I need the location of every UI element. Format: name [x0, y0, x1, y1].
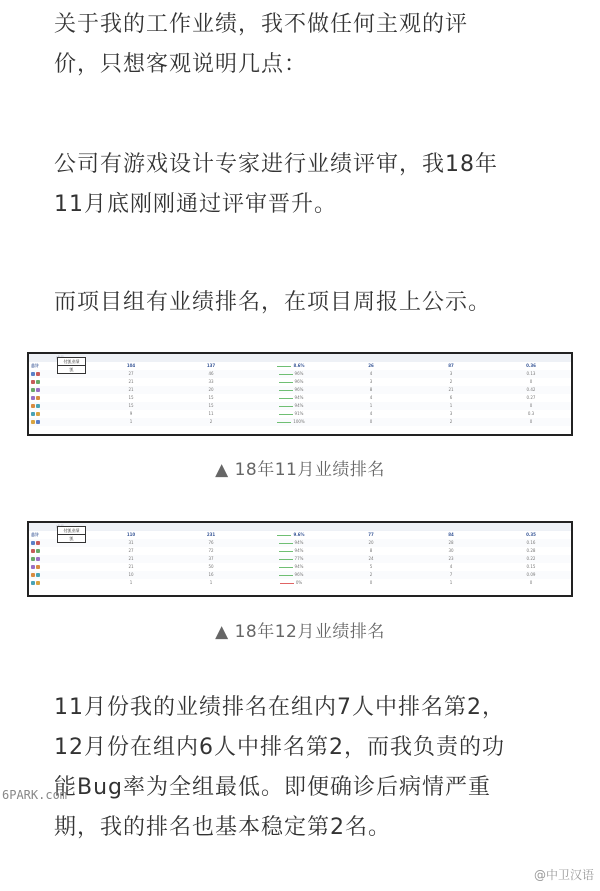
column-header	[251, 523, 331, 531]
avatar	[31, 565, 35, 569]
cell-value: 87	[448, 363, 454, 368]
cell-value: 0.15	[526, 564, 536, 569]
member-name: 总计	[31, 363, 39, 368]
column-header	[251, 354, 331, 362]
cell-value: 20	[368, 540, 374, 545]
cell-value: 8	[369, 548, 373, 553]
cell-value: 2	[449, 419, 453, 424]
table-cell	[491, 370, 571, 378]
cell-value: 16	[208, 572, 214, 577]
table-row	[29, 410, 571, 418]
rate-bar	[279, 551, 293, 552]
table-row	[29, 563, 571, 571]
table-cell	[91, 418, 171, 426]
avatar	[36, 573, 40, 577]
column-header	[331, 523, 411, 531]
table-cell	[491, 579, 571, 587]
avatar	[36, 380, 40, 384]
table-row	[29, 418, 571, 426]
cell-value: 4	[449, 564, 453, 569]
rate-bar	[279, 575, 293, 576]
cell-value: 94%	[294, 540, 304, 545]
table-cell	[411, 402, 491, 410]
cell-value: 46	[208, 371, 214, 376]
table-cell	[91, 394, 171, 402]
cell-value: 137	[206, 363, 216, 368]
review-paragraph	[54, 145, 554, 225]
table-cell	[171, 563, 251, 571]
table-cell	[91, 370, 171, 378]
text-line: 11月底刚刚通过评审晋升。	[54, 192, 337, 217]
cell-value: 77%	[294, 556, 304, 561]
cell-value: 27	[128, 371, 134, 376]
cell-value: 96%	[294, 387, 304, 392]
member-cell	[29, 410, 91, 418]
table-cell	[411, 394, 491, 402]
cell-value: 0.42	[526, 387, 536, 392]
table-cell	[171, 579, 251, 587]
table-cell	[171, 370, 251, 378]
table-row	[29, 579, 571, 587]
table-cell	[91, 386, 171, 394]
table-cell	[331, 362, 411, 370]
table-row	[29, 555, 571, 563]
avatar	[31, 380, 35, 384]
cell-value: 3	[369, 379, 373, 384]
cell-value: 91%	[294, 411, 304, 416]
text-line: 能Bug率为全组最低。即便确诊后病情严重	[54, 775, 492, 800]
member-cell	[29, 386, 91, 394]
cell-value: 2	[369, 572, 373, 577]
cell-value: 2	[209, 419, 213, 424]
column-header	[91, 354, 171, 362]
rate-cell	[251, 386, 331, 394]
table-cell	[91, 539, 171, 547]
table-cell	[331, 555, 411, 563]
cell-value: 96%	[294, 379, 304, 384]
table-cell	[411, 362, 491, 370]
rate-bar	[277, 366, 291, 367]
member-cell	[29, 418, 91, 426]
total-row	[29, 362, 571, 370]
avatar	[36, 565, 40, 569]
table-cell	[491, 386, 571, 394]
cell-value: 0.16	[526, 540, 536, 545]
table-cell	[491, 378, 571, 386]
table-cell	[411, 418, 491, 426]
november-ranking-table	[27, 352, 573, 436]
cell-value: 4	[369, 411, 373, 416]
table-row	[29, 571, 571, 579]
cell-value: 0	[529, 419, 533, 424]
cell-value: 94%	[294, 403, 304, 408]
table-cell	[91, 563, 171, 571]
tooltip-line: 凯	[69, 536, 74, 541]
author-watermark: @中卫汉语	[533, 868, 594, 882]
table-cell	[171, 378, 251, 386]
cell-value: 6	[449, 395, 453, 400]
avatar	[36, 388, 40, 392]
member-cell	[29, 394, 91, 402]
cell-value: 3	[449, 411, 453, 416]
cell-value: 1	[369, 403, 373, 408]
table-cell	[171, 547, 251, 555]
cell-value: 76	[208, 540, 214, 545]
cell-value: 0.36	[526, 363, 536, 368]
rate-bar	[280, 583, 294, 584]
table-cell	[411, 378, 491, 386]
cell-value: 104	[126, 363, 136, 368]
avatar	[31, 396, 35, 400]
total-row	[29, 531, 571, 539]
rate-bar	[277, 422, 291, 423]
cell-value: 31	[128, 540, 134, 545]
table-row	[29, 402, 571, 410]
cell-value: 21	[128, 387, 134, 392]
rate-cell	[251, 563, 331, 571]
avatar	[31, 541, 35, 545]
cell-value: 8.6%	[293, 363, 305, 368]
avatar	[36, 549, 40, 553]
table-cell	[91, 571, 171, 579]
cell-value: 0%	[295, 580, 303, 585]
table-cell	[91, 378, 171, 386]
table-cell	[411, 547, 491, 555]
rate-bar	[279, 390, 293, 391]
table-row	[29, 394, 571, 402]
table-cell	[171, 386, 251, 394]
table-cell	[491, 539, 571, 547]
table-cell	[171, 555, 251, 563]
text-line: 期，我的排名也基本稳定第2名。	[54, 815, 391, 840]
column-header	[171, 523, 251, 531]
cell-value: 4	[369, 395, 373, 400]
cell-value: 30	[448, 548, 454, 553]
rate-cell	[251, 394, 331, 402]
table-cell	[491, 555, 571, 563]
rate-cell	[251, 362, 331, 370]
summary-paragraph	[54, 688, 554, 848]
column-header	[171, 354, 251, 362]
cell-value: 0	[529, 580, 533, 585]
cell-value: 33	[208, 379, 214, 384]
cell-value: 0	[369, 419, 373, 424]
table-cell	[331, 410, 411, 418]
cell-value: 15	[128, 403, 134, 408]
member-cell	[29, 547, 91, 555]
table-cell	[331, 539, 411, 547]
table-row	[29, 378, 571, 386]
table-cell	[491, 418, 571, 426]
cell-value: 94%	[294, 564, 304, 569]
cell-value: 7	[449, 572, 453, 577]
site-watermark: 6PARK.com	[2, 788, 68, 802]
rate-cell	[251, 531, 331, 539]
cell-value: 94%	[294, 548, 304, 553]
avatar	[31, 420, 35, 424]
table-cell	[91, 531, 171, 539]
avatar	[31, 581, 35, 585]
rate-cell	[251, 539, 331, 547]
cell-value: 1	[129, 580, 133, 585]
avatar	[36, 396, 40, 400]
rate-cell	[251, 378, 331, 386]
rate-cell	[251, 547, 331, 555]
avatar	[31, 557, 35, 561]
cell-value: 100%	[293, 419, 305, 424]
table-cell	[411, 539, 491, 547]
table-cell	[411, 555, 491, 563]
cell-value: 37	[208, 556, 214, 561]
table-cell	[411, 410, 491, 418]
cell-value: 72	[208, 548, 214, 553]
cell-value: 1	[129, 419, 133, 424]
table-cell	[331, 386, 411, 394]
avatar	[31, 412, 35, 416]
text-line: 关于我的工作业绩，我不做任何主观的评	[54, 12, 469, 37]
table-cell	[411, 386, 491, 394]
cell-value: 27	[128, 548, 134, 553]
cell-value: 0.22	[526, 556, 536, 561]
text-line: 12月份在组内6人中排名第2，而我负责的功	[54, 735, 505, 760]
table-cell	[91, 402, 171, 410]
table-cell	[331, 563, 411, 571]
column-header	[491, 523, 571, 531]
table-cell	[171, 362, 251, 370]
rate-bar	[279, 374, 293, 375]
cell-value: 21	[128, 379, 134, 384]
cell-value: 21	[128, 564, 134, 569]
table-cell	[171, 394, 251, 402]
avatar	[31, 372, 35, 376]
table-cell	[491, 394, 571, 402]
avatar	[36, 541, 40, 545]
ranking-paragraph	[54, 283, 554, 323]
table-cell	[331, 531, 411, 539]
cell-value: 0.35	[526, 532, 536, 537]
cell-value: 4	[369, 371, 373, 376]
avatar	[31, 549, 35, 553]
cell-value: 0	[369, 580, 373, 585]
member-cell	[29, 378, 91, 386]
cell-value: 5	[369, 564, 373, 569]
cell-value: 0.09	[526, 572, 536, 577]
tooltip-line: 付凯业绩	[58, 527, 85, 535]
cell-value: 23	[448, 556, 454, 561]
december-ranking-table	[27, 521, 573, 597]
cell-value: 3	[449, 371, 453, 376]
table-cell	[91, 410, 171, 418]
column-header	[91, 523, 171, 531]
cell-value: 26	[368, 363, 374, 368]
avatar	[36, 412, 40, 416]
member-tooltip	[57, 526, 86, 543]
member-cell	[29, 579, 91, 587]
member-cell	[29, 563, 91, 571]
table-cell	[91, 579, 171, 587]
avatar	[36, 420, 40, 424]
text-line: 11月份我的业绩排名在组内7人中排名第2，	[54, 695, 505, 720]
table-cell	[331, 579, 411, 587]
rate-bar	[277, 535, 291, 536]
member-name: 总计	[31, 532, 39, 537]
table-cell	[491, 547, 571, 555]
table-row	[29, 386, 571, 394]
avatar	[36, 557, 40, 561]
cell-value: 84	[448, 532, 454, 537]
table-cell	[171, 571, 251, 579]
member-cell	[29, 555, 91, 563]
rate-bar	[279, 406, 293, 407]
cell-value: 24	[368, 556, 374, 561]
cell-value: 1	[449, 403, 453, 408]
table-cell	[331, 547, 411, 555]
cell-value: 10	[128, 572, 134, 577]
cell-value: 1	[209, 580, 213, 585]
table-row	[29, 539, 571, 547]
cell-value: 21	[128, 556, 134, 561]
table-cell	[91, 555, 171, 563]
text-line: 公司有游戏设计专家进行业绩评审，我18年	[54, 152, 498, 177]
november-caption: ▲ 18年11月业绩排名	[215, 460, 385, 480]
cell-value: 96%	[294, 371, 304, 376]
table-cell	[491, 531, 571, 539]
rate-bar	[279, 559, 293, 560]
table-cell	[171, 539, 251, 547]
intro-paragraph	[54, 5, 554, 85]
table-cell	[491, 410, 571, 418]
table-cell	[411, 370, 491, 378]
avatar	[36, 404, 40, 408]
cell-value: 15	[128, 395, 134, 400]
table-cell	[411, 563, 491, 571]
table-cell	[331, 370, 411, 378]
member-cell	[29, 402, 91, 410]
cell-value: 94%	[294, 395, 304, 400]
table-cell	[491, 362, 571, 370]
rate-bar	[279, 567, 293, 568]
cell-value: 0.28	[526, 548, 536, 553]
table-cell	[491, 402, 571, 410]
cell-value: 0.3	[527, 411, 535, 416]
table-cell	[91, 362, 171, 370]
table-cell	[411, 579, 491, 587]
rate-bar	[279, 398, 293, 399]
rate-bar	[279, 414, 293, 415]
cell-value: 20	[208, 387, 214, 392]
column-header	[411, 523, 491, 531]
cell-value: 15	[208, 403, 214, 408]
cell-value: 8	[369, 387, 373, 392]
rate-cell	[251, 555, 331, 563]
rate-cell	[251, 579, 331, 587]
column-header	[491, 354, 571, 362]
rate-cell	[251, 402, 331, 410]
rate-cell	[251, 571, 331, 579]
rate-bar	[279, 543, 293, 544]
cell-value: 9.6%	[293, 532, 305, 537]
member-cell	[29, 571, 91, 579]
cell-value: 0.13	[526, 371, 536, 376]
table-cell	[171, 402, 251, 410]
table-cell	[331, 571, 411, 579]
cell-value: 28	[448, 540, 454, 545]
cell-value: 77	[368, 532, 374, 537]
table-cell	[491, 563, 571, 571]
avatar	[31, 573, 35, 577]
cell-value: 50	[208, 564, 214, 569]
cell-value: 0	[529, 403, 533, 408]
rate-cell	[251, 370, 331, 378]
avatar	[31, 388, 35, 392]
table-cell	[491, 571, 571, 579]
cell-value: 0	[529, 379, 533, 384]
table-cell	[331, 402, 411, 410]
member-tooltip	[57, 357, 86, 374]
table-cell	[331, 378, 411, 386]
cell-value: 2	[449, 379, 453, 384]
table-cell	[331, 394, 411, 402]
cell-value: 21	[448, 387, 454, 392]
column-header	[331, 354, 411, 362]
rate-cell	[251, 418, 331, 426]
table-cell	[411, 571, 491, 579]
text-line: 价，只想客观说明几点：	[54, 52, 308, 77]
december-caption: ▲ 18年12月业绩排名	[215, 622, 385, 642]
table-cell	[171, 531, 251, 539]
cell-value: 15	[208, 395, 214, 400]
table-cell	[331, 418, 411, 426]
tooltip-line: 凯	[69, 367, 74, 372]
cell-value: 110	[126, 532, 136, 537]
table-cell	[411, 531, 491, 539]
table-cell	[171, 410, 251, 418]
cell-value: 96%	[294, 572, 304, 577]
tooltip-line: 付凯业绩	[58, 358, 85, 366]
cell-value: 231	[206, 532, 216, 537]
rate-cell	[251, 410, 331, 418]
avatar	[36, 581, 40, 585]
rate-bar	[279, 382, 293, 383]
avatar	[31, 404, 35, 408]
cell-value: 0.27	[526, 395, 536, 400]
column-header	[411, 354, 491, 362]
table-row	[29, 370, 571, 378]
cell-value: 11	[208, 411, 214, 416]
table-cell	[171, 418, 251, 426]
cell-value: 1	[449, 580, 453, 585]
avatar	[36, 372, 40, 376]
text-line: 而项目组有业绩排名，在项目周报上公示。	[54, 290, 492, 315]
table-cell	[91, 547, 171, 555]
table-row	[29, 547, 571, 555]
cell-value: 9	[129, 411, 133, 416]
